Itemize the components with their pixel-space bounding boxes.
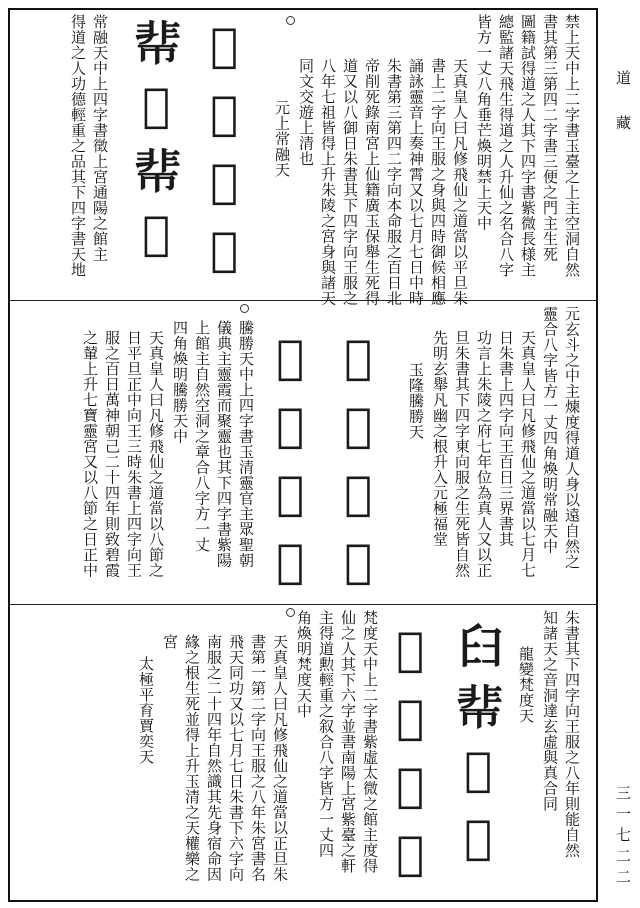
text-column: 日平旦正中向王三時朱書上四字向王 xyxy=(125,330,143,578)
text-column: 天真皇人曰凡修飛仙之道當以平旦朱 xyxy=(451,58,469,306)
text-column: 皆方一丈八角垂芒煥明禁上天中 xyxy=(475,14,493,231)
heaven-name: 元上常融天 xyxy=(273,100,291,178)
circle-mark xyxy=(286,16,295,25)
text-column: 道又以八御日朱書其下四字向王服之 xyxy=(341,58,359,306)
seal-script-column: 𦉍𦥑𩇱𥥀 xyxy=(331,330,385,602)
text-column: 功言上朱陵之府七年位為真人又以正 xyxy=(475,330,493,578)
text-column: 八年七祖皆得上升朱陵之宮身與諸天 xyxy=(319,58,337,306)
text-column: 同文交遊上清也 xyxy=(297,58,315,167)
panel-divider xyxy=(8,604,598,605)
text-column: 帝削死錄南宮上仙籍廣玉保舉生死得 xyxy=(363,58,381,306)
text-column: 主得道勲輕重之叙合八字皆方一丈四 xyxy=(317,610,335,858)
text-column: 禁上天中上二字書玉臺之上主空洞自然 xyxy=(563,14,581,278)
text-column: 四角煥明騰勝天中 xyxy=(171,320,189,444)
text-column: 元玄斗之中主煉度得道人身以遠自然之 xyxy=(563,306,581,570)
text-column: 服之百日萬神朝己二十四年則致碧霞 xyxy=(103,330,121,578)
text-column: 朱書其下四字向王服之八年則能自然 xyxy=(563,610,581,858)
panel-bottom xyxy=(10,606,596,900)
text-column: 誦詠靈音上奏神霄又以七月七日中時 xyxy=(407,58,425,306)
margin-title: 道藏 xyxy=(614,70,632,160)
panel-middle xyxy=(10,302,596,602)
page-number: 三一七二二 xyxy=(614,785,632,890)
text-column: 書其第三第四二字書三便之門主生死 xyxy=(541,14,559,262)
seal-script-column: 𧆳𧇊𩇱𥥀 xyxy=(263,330,317,602)
text-column: 書上二字向王服之身與四時御候相應 xyxy=(429,58,447,306)
text-column: 之輦上升七寶靈宮又以八節之日正中 xyxy=(81,330,99,578)
circle-mark xyxy=(240,304,249,313)
heaven-name: 玉隆騰勝天 xyxy=(407,362,425,440)
text-column: 得道之人功德輕重之品其下四字書天地 xyxy=(69,14,87,278)
text-column: 總監諸天飛生得道之人升仙之名合八字 xyxy=(497,14,515,278)
seal-script-column: 𧇊𧆳𩇱𥥀 xyxy=(197,18,251,290)
heaven-name: 龍變梵度天 xyxy=(517,646,535,724)
text-column: 天真皇人曰凡修飛仙之道當以七月七 xyxy=(519,330,537,578)
seal-script-column: 𩇱𧆳𩇱𥥀 xyxy=(129,18,183,274)
text-column: 飛天同功又以七月七日朱書下六字向 xyxy=(227,634,245,882)
text-column: 仙之人其下六字並書南陽上宮紫臺之軒 xyxy=(339,610,357,874)
text-column: 靈合八字皆方一丈四角煥明常融天中 xyxy=(541,306,559,554)
panel-top xyxy=(10,10,596,306)
text-column: 圖籍試得道之人其下四字書紫微長様主 xyxy=(519,14,537,278)
heaven-name: 太極平育賈奕天 xyxy=(137,656,155,765)
text-column: 上館主自然空洞之章合八字方一丈 xyxy=(193,320,211,553)
text-column: 緣之根生死並得上升玉清之天權樂之 xyxy=(183,634,201,882)
text-column: 梵度天中上二字書紫虛太微之館主度得 xyxy=(361,610,379,874)
text-column: 天真皇人曰凡修飛仙之道當以八節之 xyxy=(147,330,165,578)
text-column: 旦朱書其下四字東向服之生死皆自然 xyxy=(453,330,471,578)
text-column: 先明玄舉凡幽之根升入元極福堂 xyxy=(431,330,449,547)
text-column: 騰勝天中上四字書玉清靈官主眾聖朝 xyxy=(237,320,255,568)
text-column: 常融天中上四字書徵上宮通陽之館主 xyxy=(91,14,109,262)
seal-script-column: 𦥑𩇱𧆳𥥀 xyxy=(451,622,505,878)
text-column: 書第一第二字向王服之八年朱宮書名 xyxy=(249,634,267,882)
panel-divider xyxy=(8,300,598,301)
text-column: 儀典主靈霞而聚靈也其下四字書紫陽 xyxy=(215,320,233,568)
seal-script-column: 𧇊𦉍𩇱𥥀 xyxy=(383,622,437,894)
text-column: 天真皇人曰凡修飛仙之道當以正旦朱 xyxy=(271,634,289,882)
text-column: 角煥明梵度天中 xyxy=(295,610,313,719)
text-column: 朱書第三第四二字向本命服之百日北 xyxy=(385,58,403,306)
text-column: 日朱書上四字向王百日三界書其 xyxy=(497,330,515,547)
text-column: 知諸天之音洞達玄虛與真合同 xyxy=(541,610,559,812)
text-column: 南服之二十四年自然識其先身宿命因 xyxy=(205,634,223,882)
text-column: 宮 xyxy=(161,634,179,650)
